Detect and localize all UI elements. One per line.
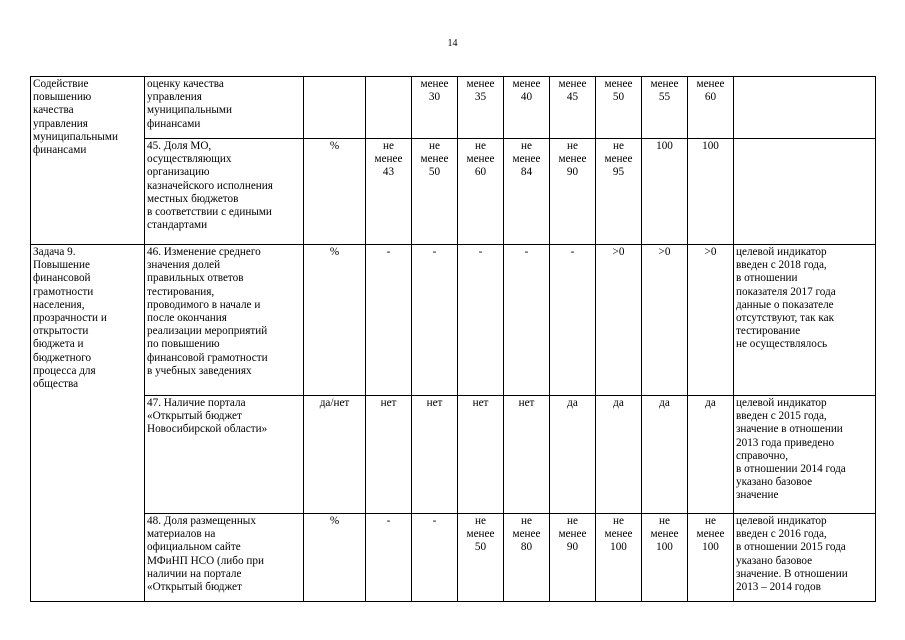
unit-cell: % — [304, 514, 366, 602]
indicator-cell: 45. Доля МО, осуществляющих организацию казначейского исполнения местных бюджетов в соответствии с едиными стандартами — [145, 139, 304, 245]
value-cell: - — [550, 245, 596, 396]
value-cell: менее 40 — [504, 77, 550, 139]
unit-cell: % — [304, 139, 366, 245]
value-cell: не менее 50 — [412, 139, 458, 245]
value-cell: не менее 90 — [550, 139, 596, 245]
value-cell: >0 — [642, 245, 688, 396]
page-number: 14 — [447, 38, 458, 49]
value-cell: менее 55 — [642, 77, 688, 139]
value-cell: нет — [412, 396, 458, 514]
value-cell: не менее 80 — [504, 514, 550, 602]
value-cell: - — [412, 245, 458, 396]
value-cell: да — [642, 396, 688, 514]
table-row — [31, 514, 876, 602]
value-cell: не менее 43 — [366, 139, 412, 245]
value-cell: менее 30 — [412, 77, 458, 139]
value-cell: - — [458, 245, 504, 396]
value-cell: не менее 100 — [596, 514, 642, 602]
task-cell: Содействие повышению качества управления муниципальными финансами — [31, 77, 145, 245]
note-cell — [734, 77, 876, 139]
unit-cell — [304, 77, 366, 139]
value-cell: 100 — [688, 139, 734, 245]
value-cell: менее 60 — [688, 77, 734, 139]
value-cell: да — [688, 396, 734, 514]
note-cell — [734, 139, 876, 245]
note-cell: целевой индикатор введен с 2016 года, в отношении 2015 года указано базовое значение. В отношении 2013 – 2014 годов — [734, 514, 876, 602]
value-cell: да — [596, 396, 642, 514]
table-row — [31, 77, 876, 139]
value-cell: не менее 90 — [550, 514, 596, 602]
value-cell: - — [412, 514, 458, 602]
value-cell: не менее 95 — [596, 139, 642, 245]
task-cell: Задача 9. Повышение финансовой грамотности населения, прозрачности и открытости бюджета и бюджетного процесса для общества — [31, 245, 145, 602]
unit-cell: % — [304, 245, 366, 396]
table-row — [31, 245, 876, 396]
value-cell — [366, 77, 412, 139]
indicator-cell: 47. Наличие портала «Открытый бюджет Новосибирской области» — [145, 396, 304, 514]
note-cell: целевой индикатор введен с 2018 года, в отношении показателя 2017 года данные о показателе отсутствуют, так как тестирование не осуществлялось — [734, 245, 876, 396]
indicators-table — [30, 76, 876, 602]
value-cell: нет — [458, 396, 504, 514]
indicator-cell: 46. Изменение среднего значения долей правильных ответов тестирования, проводимого в начале и после окончания реализации мероприятий по повышению финансовой грамотности в учебных заведениях — [145, 245, 304, 396]
note-cell: целевой индикатор введен с 2015 года, значение в отношении 2013 года приведено справочно, в отношении 2014 года указано базовое значение — [734, 396, 876, 514]
value-cell: менее 50 — [596, 77, 642, 139]
table-row — [31, 139, 876, 245]
indicator-cell: оценку качества управления муниципальными финансами — [145, 77, 304, 139]
value-cell: 100 — [642, 139, 688, 245]
value-cell: менее 35 — [458, 77, 504, 139]
value-cell: нет — [504, 396, 550, 514]
unit-cell: да/нет — [304, 396, 366, 514]
value-cell: не менее 100 — [688, 514, 734, 602]
value-cell: нет — [366, 396, 412, 514]
value-cell: - — [366, 514, 412, 602]
value-cell: не менее 50 — [458, 514, 504, 602]
value-cell: не менее 100 — [642, 514, 688, 602]
value-cell: - — [366, 245, 412, 396]
value-cell: >0 — [596, 245, 642, 396]
table-row — [31, 396, 876, 514]
value-cell: >0 — [688, 245, 734, 396]
value-cell: - — [504, 245, 550, 396]
value-cell: менее 45 — [550, 77, 596, 139]
value-cell: не менее 84 — [504, 139, 550, 245]
indicator-cell: 48. Доля размещенных материалов на официальном сайте МФиНП НСО (либо при наличии на портале «Открытый бюджет — [145, 514, 304, 602]
value-cell: да — [550, 396, 596, 514]
value-cell: не менее 60 — [458, 139, 504, 245]
